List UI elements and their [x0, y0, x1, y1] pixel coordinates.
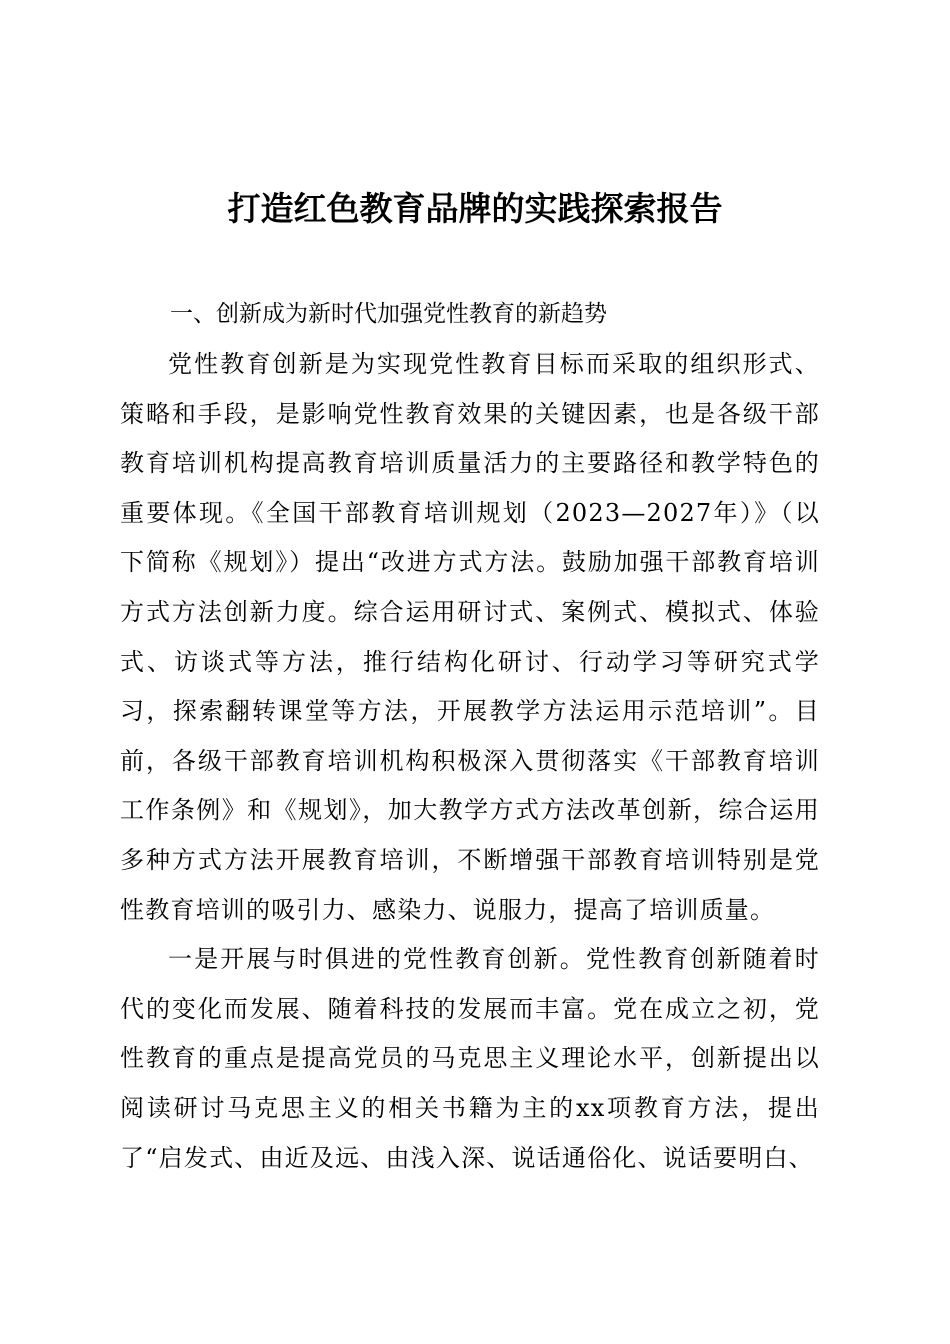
document-title: 打造红色教育品牌的实践探索报告	[227, 189, 723, 228]
document-body	[120, 340, 820, 1183]
section-heading: 一、创新成为新时代加强党性教育的新趋势	[170, 301, 607, 327]
paragraph-2: 一是开展与时俱进的党性教育创新。党性教育创新随着时代的变化而发展、随着科技的发展而丰富。党在成立之初，党性教育的重点是提高党员的马克思主义理论水平，创新提出以阅读研讨马克思主义的相关书籍为主的xx项教育方法，提出了“启发式、由近及远、由浅入深、说话通俗化、说话要明白、	[120, 945, 820, 1172]
paragraph-1: 党性教育创新是为实现党性教育目标而采取的组织形式、策略和手段，是影响党性教育效果的关键因素，也是各级干部教育培训机构提高教育培训质量活力的主要路径和教学特色的重要体现。《全国干部教育培训规划（2023—2027年）》（以下简称《规划》）提出“改进方式方法。鼓励加强干部教育培训方式方法创新力度。综合运用研讨式、案例式、模拟式、体验式、访谈式等方法，推行结构化研讨、行动学习等研究式学习，探索翻转课堂等方法，开展教学方法运用示范培训”。目前，各级干部教育培训机构积极深入贯彻落实《干部教育培训工作条例》和《规划》，加大教学方式方法改革创新，综合运用多种方式方法开展教育培训，不断增强干部教育培训特别是党性教育培训的吸引力、感染力、说服力，提高了培训质量。	[120, 350, 820, 924]
